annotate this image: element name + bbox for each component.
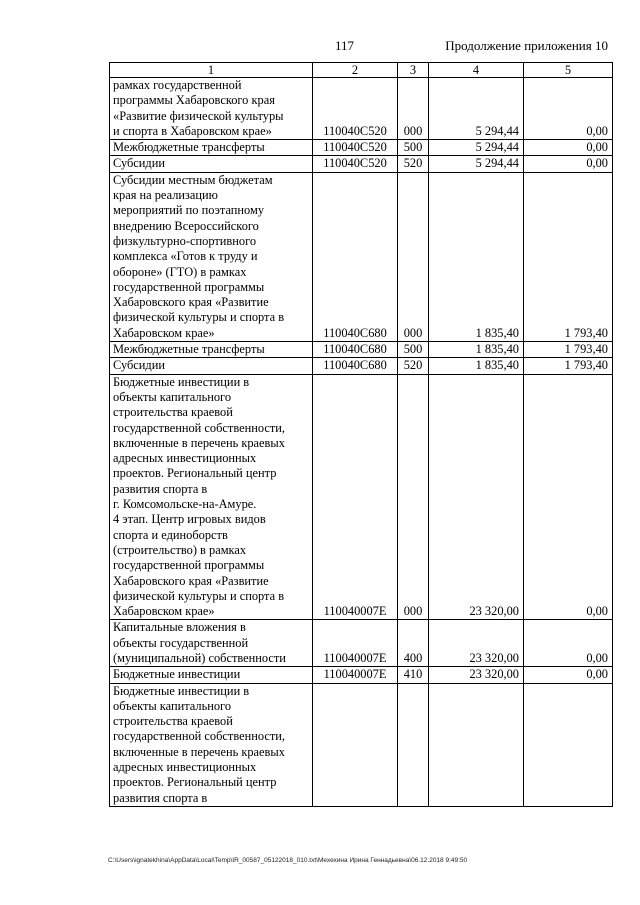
amount-cell-1: 1 835,40 — [429, 342, 524, 358]
expense-type-cell: 000 — [398, 78, 429, 140]
amount-cell-1: 23 320,00 — [429, 620, 524, 667]
table-row — [110, 78, 613, 140]
row-name-cell: Бюджетные инвестиции в объекты капитального строительства краевой государственной собственности, включенные в перечень краевых адресных инвестиционных проектов. Региональный центр развития спорта в — [110, 683, 313, 806]
header-note: Продолжение приложения 10 — [445, 38, 608, 53]
amount-cell-2 — [524, 683, 613, 806]
target-code-cell: 110040C520 — [313, 140, 398, 156]
table-row — [110, 140, 613, 156]
target-code-cell: 110040007E — [313, 374, 398, 620]
amount-cell-2: 0,00 — [524, 156, 613, 172]
table-row — [110, 358, 613, 374]
column-header-4: 4 — [429, 63, 524, 78]
amount-cell-2: 0,00 — [524, 374, 613, 620]
amount-cell-1: 1 835,40 — [429, 358, 524, 374]
target-code-cell: 110040007E — [313, 620, 398, 667]
target-code-cell: 110040007E — [313, 667, 398, 683]
amount-cell-2: 0,00 — [524, 667, 613, 683]
amount-cell-1 — [429, 683, 524, 806]
row-name-cell: Бюджетные инвестиции в объекты капитального строительства краевой государственной собственности, включенные в перечень краевых адресных инвестиционных проектов. Региональный центр развития спорта в г. Комсомольске-на-Амуре. 4 этап. Центр игровых видов спорта и единоборств (строительство) в рамках государственной программы Хабаровского края «Развитие физической культуры и спорта в Хабаровском крае» — [110, 374, 313, 620]
file-path-footer: C:\Users\ignatekhina\AppData\Local\Temp\IR_00587_05122018_010.txt\Мехехина Ирина Геннадьевна\06.12.2018 9:49:50 — [108, 857, 468, 864]
expense-type-cell: 500 — [398, 342, 429, 358]
expense-type-cell: 000 — [398, 172, 429, 341]
table-row — [110, 620, 613, 667]
column-header-2: 2 — [313, 63, 398, 78]
expense-type-cell: 400 — [398, 620, 429, 667]
amount-cell-1: 5 294,44 — [429, 140, 524, 156]
amount-cell-2: 0,00 — [524, 140, 613, 156]
row-name-cell: Межбюджетные трансферты — [110, 140, 313, 156]
column-header-3: 3 — [398, 63, 429, 78]
amount-cell-1: 5 294,44 — [429, 78, 524, 140]
expense-type-cell: 000 — [398, 374, 429, 620]
table-row — [110, 683, 613, 806]
table-row — [110, 156, 613, 172]
amount-cell-2: 1 793,40 — [524, 342, 613, 358]
amount-cell-2: 0,00 — [524, 78, 613, 140]
amount-cell-1: 23 320,00 — [429, 374, 524, 620]
table-row — [110, 342, 613, 358]
amount-cell-2: 0,00 — [524, 620, 613, 667]
target-code-cell: 110040C520 — [313, 156, 398, 172]
row-name-cell: Субсидии местным бюджетам края на реализацию мероприятий по поэтапному внедрению Всероссийского физкультурно-спортивного комплекса «Готов к труду и обороне» (ГТО) в рамках государственной программы Хабаровского края «Развитие физической культуры и спорта в Хабаровском крае» — [110, 172, 313, 341]
amount-cell-2: 1 793,40 — [524, 358, 613, 374]
table-row — [110, 172, 613, 341]
target-code-cell: 110040C520 — [313, 78, 398, 140]
expense-type-cell — [398, 683, 429, 806]
page-number: 117 — [335, 38, 355, 53]
target-code-cell — [313, 683, 398, 806]
amount-cell-2: 1 793,40 — [524, 172, 613, 341]
table-row — [110, 374, 613, 620]
header-row — [110, 63, 613, 78]
row-name-cell: Капитальные вложения в объекты государственной (муниципальной) собственности — [110, 620, 313, 667]
amount-cell-1: 23 320,00 — [429, 667, 524, 683]
expense-type-cell: 500 — [398, 140, 429, 156]
column-header-1: 1 — [110, 63, 313, 78]
row-name-cell: Межбюджетные трансферты — [110, 342, 313, 358]
expense-type-cell: 410 — [398, 667, 429, 683]
row-name-cell: Бюджетные инвестиции — [110, 667, 313, 683]
amount-cell-1: 1 835,40 — [429, 172, 524, 341]
row-name-cell: рамках государственной программы Хабаровского края «Развитие физической культуры и спорта в Хабаровском крае» — [110, 78, 313, 140]
table-row — [110, 667, 613, 683]
amount-cell-1: 5 294,44 — [429, 156, 524, 172]
row-name-cell: Субсидии — [110, 358, 313, 374]
budget-table — [109, 62, 613, 807]
target-code-cell: 110040C680 — [313, 358, 398, 374]
target-code-cell: 110040C680 — [313, 172, 398, 341]
column-header-5: 5 — [524, 63, 613, 78]
expense-type-cell: 520 — [398, 156, 429, 172]
row-name-cell: Субсидии — [110, 156, 313, 172]
expense-type-cell: 520 — [398, 358, 429, 374]
target-code-cell: 110040C680 — [313, 342, 398, 358]
